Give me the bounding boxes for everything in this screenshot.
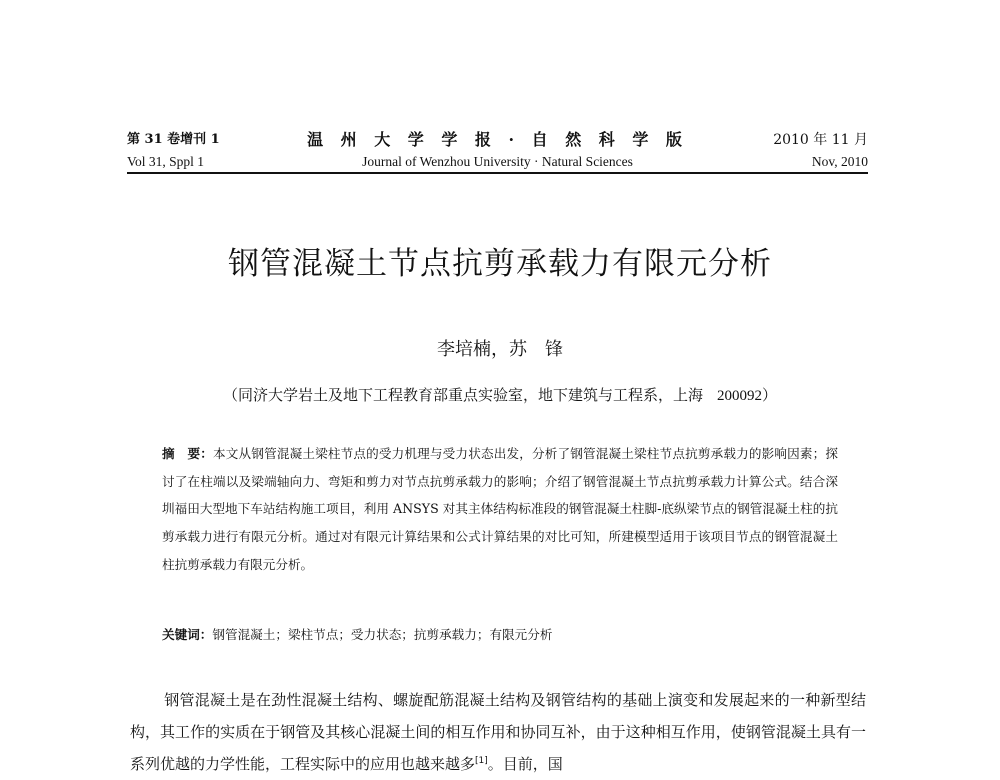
abstract xyxy=(162,440,838,579)
reference-mark[interactable]: [1] xyxy=(475,756,488,766)
issue-date-english: Nov, 2010 xyxy=(811,154,868,169)
volume-english: Vol 31, Sppl 1 xyxy=(127,154,205,169)
header-row-chinese xyxy=(127,130,868,150)
abstract-text: 本文从钢管混凝土梁柱节点的受力机理与受力状态出发，分析了钢管混凝土梁柱节点抗剪承载力的影响因素；探讨了在柱端以及梁端轴向力、弯矩和剪力对节点抗剪承载力的影响；介绍了钢管混凝土节点抗剪承载力计算公式。结合深圳福田大型地下车站结构施工项目，利用 ANSYS 对其主体结构标准段的钢管混凝土柱脚-底纵梁节点的钢管混凝土柱的抗剪承载力进行有限元分析。通过对有限元计算结果和公式计算结果的对比可知，所建模型适用于该项目节点的钢管混凝土柱抗剪承载力有限元分析。 xyxy=(162,446,838,572)
journal-name-english: Journal of Wenzhou University · Natural Sciences xyxy=(362,154,633,169)
body-text-part: 。目前，国 xyxy=(487,755,563,773)
abstract-label: 摘 要： xyxy=(162,446,214,461)
issue-date-chinese: 2010 年 11 月 xyxy=(773,132,868,148)
author-separator: ， xyxy=(491,339,509,360)
journal-name-chinese: 温 州 大 学 学 报 · 自 然 科 学 版 xyxy=(307,130,688,149)
affiliation-zip: 200092） xyxy=(717,388,778,404)
journal-header xyxy=(127,128,868,174)
header-row-english xyxy=(127,152,868,172)
author-line xyxy=(0,336,1000,364)
affiliation-text: （同济大学岩土及地下工程教育部重点实验室，地下建筑与工程系，上海 xyxy=(222,386,703,404)
body-text-part: 钢管混凝土是在劲性混凝土结构、螺旋配筋混凝土结构及钢管结构的基础上演变和发展起来的一种新型结构，其工作的实质在于钢管及其核心混凝土间的相互作用和协同互补，由于这种相互作用，使钢管混凝土具有一系列优越的力学性能，工程实际中的应用也越来越多 xyxy=(130,691,866,773)
body-paragraph xyxy=(130,684,866,780)
keywords-text: 钢管混凝土；梁柱节点；受力状态；抗剪承载力；有限元分析 xyxy=(212,627,553,642)
paper-title: 钢管混凝土节点抗剪承载力有限元分析 xyxy=(228,246,772,282)
author-name: 苏 锋 xyxy=(509,339,563,360)
volume-chinese: 第 31 卷增刊 1 xyxy=(127,132,220,147)
affiliation xyxy=(0,382,1000,409)
keywords xyxy=(162,622,838,648)
header-divider xyxy=(127,172,868,174)
author-name: 李培楠 xyxy=(437,339,491,360)
keywords-label: 关键词： xyxy=(162,627,213,642)
